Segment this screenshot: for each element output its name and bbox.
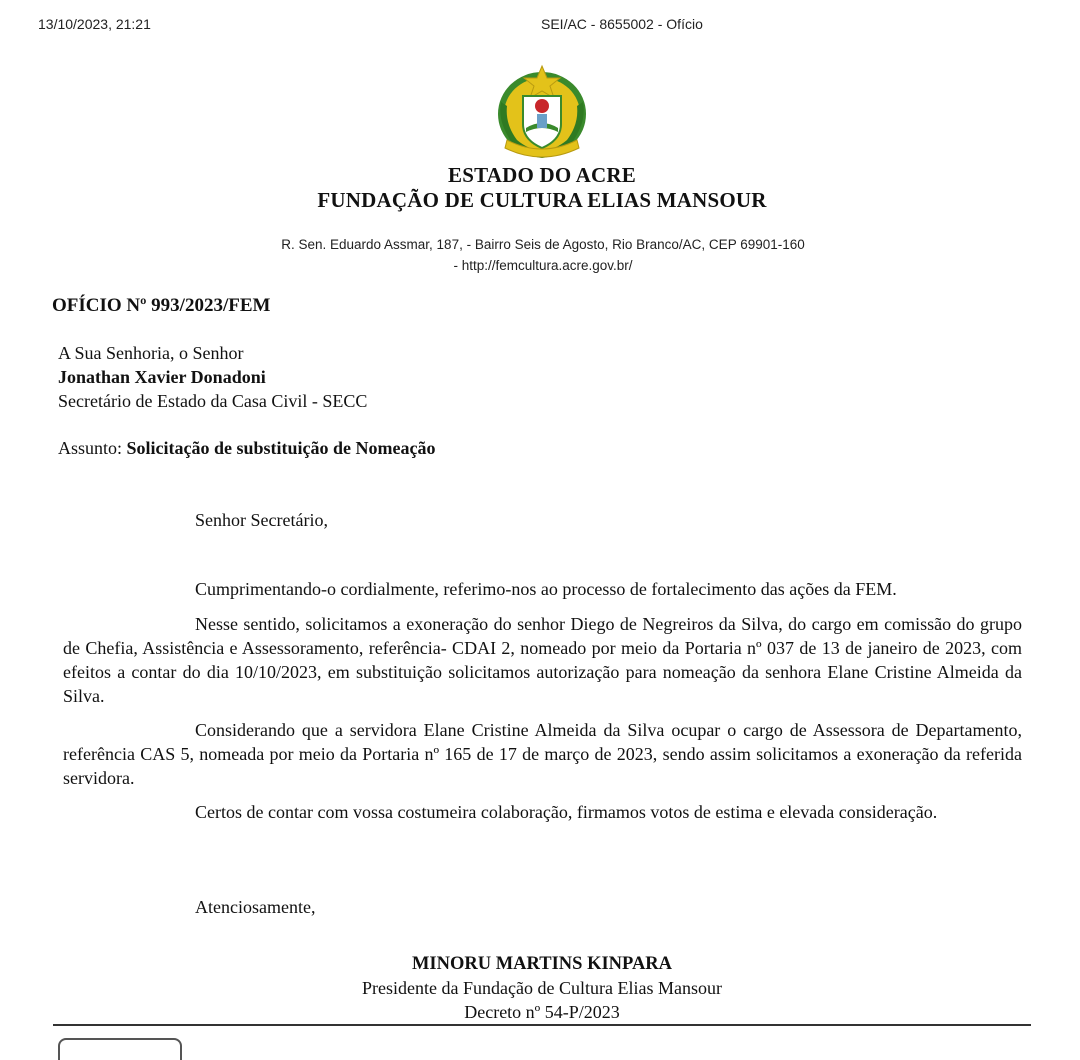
address-line-1: R. Sen. Eduardo Assmar, 187, - Bairro Seis de Agosto, Rio Branco/AC, CEP 69901-160 (281, 237, 805, 252)
subject-text: Solicitação de substituição de Nomeação (126, 438, 436, 458)
subject-label: Assunto: (58, 438, 123, 458)
recipient-salutation: A Sua Senhoria, o Senhor (58, 343, 244, 363)
subject-line (58, 438, 436, 459)
recipient-name: Jonathan Xavier Donadoni (58, 367, 266, 387)
greeting: Senhor Secretário, (195, 510, 328, 530)
body-paragraph-4: Certos de contar com vossa costumeira colaboração, firmamos votos de estima e elevada consideração. (195, 802, 938, 822)
page-bottom-tab (58, 1038, 182, 1060)
signer-name: MINORU MARTINS KINPARA (411, 954, 673, 974)
body-paragraph-2: Nesse sentido, solicitamos a exoneração do senhor Diego de Negreiros da Silva, do cargo em comissão do grupo de Chefia, Assistência e Assessoramento, referência- CDAI 2, nomeado por meio da Portaria nº 037 de 13 de janeiro de 2023, com efeitos a contar do dia 10/10/2023, em substituição solicitamos autorização para nomeação da senhora Elane Cristine Almeida da Silva. (63, 614, 1022, 706)
state-title: ESTADO DO ACRE (448, 163, 636, 187)
print-datetime: 13/10/2023, 21:21 (38, 16, 151, 32)
recipient-role: Secretário de Estado da Casa Civil - SECC (58, 391, 368, 411)
closing: Atenciosamente, (195, 897, 316, 917)
acre-coat-of-arms-icon (493, 62, 591, 162)
foundation-title: FUNDAÇÃO DE CULTURA ELIAS MANSOUR (317, 188, 767, 212)
body-paragraph-1: Cumprimentando-o cordialmente, referimo-nos ao processo de fortalecimento das ações da FEM. (195, 579, 897, 599)
document-number: OFÍCIO Nº 993/2023/FEM (52, 295, 271, 316)
crest-shield (523, 96, 561, 148)
signer-decree: Decreto nº 54-P/2023 (464, 1002, 620, 1022)
document-reference: SEI/AC - 8655002 - Ofício (541, 16, 703, 32)
address-line-2: - http://femcultura.acre.gov.br/ (453, 258, 633, 273)
page-divider (53, 1024, 1031, 1026)
signer-role: Presidente da Fundação de Cultura Elias Mansour (362, 978, 722, 998)
body-paragraph-3: Considerando que a servidora Elane Cristine Almeida da Silva ocupar o cargo de Assessora de Departamento, referência CAS 5, nomeada por meio da Portaria nº 165 de 17 de março de 2023, sendo assim solicitamos a exoneração da referida servidora. (63, 720, 1022, 788)
